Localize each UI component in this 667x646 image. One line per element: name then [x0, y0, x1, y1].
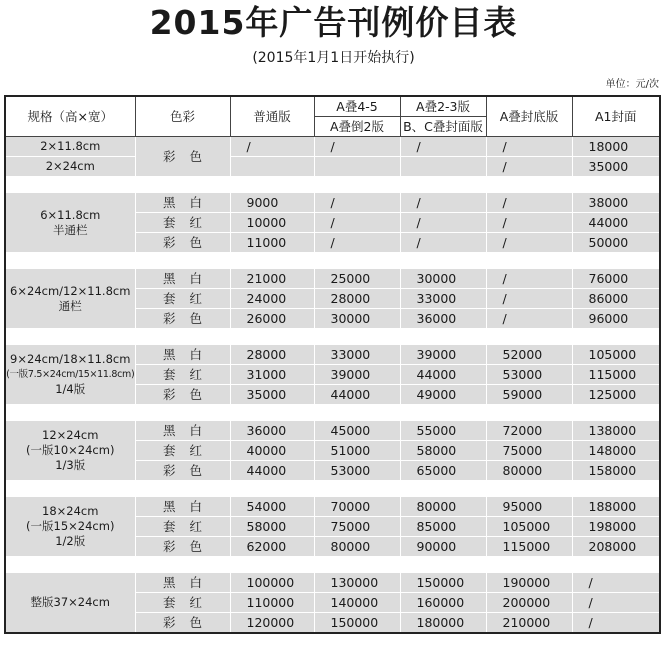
- price-a1: 105000: [572, 345, 660, 365]
- header-normal: 普通版: [230, 96, 314, 137]
- color-cell: 彩色: [135, 309, 230, 329]
- price-a23: 44000: [400, 365, 486, 385]
- header-a23-line2: B、C叠封面版: [400, 117, 486, 137]
- price-aback: 190000: [486, 573, 572, 593]
- price-aback: /: [486, 269, 572, 289]
- table-row: [5, 157, 660, 177]
- price-aback: /: [486, 193, 572, 213]
- price-a1: 115000: [572, 365, 660, 385]
- color-cell: 黑白: [135, 573, 230, 593]
- price-aback: 115000: [486, 537, 572, 557]
- price-a23: 58000: [400, 441, 486, 461]
- price-a45: /: [314, 233, 400, 253]
- header-a45-line1: A叠4-5: [314, 96, 400, 117]
- gap-cell: [5, 329, 660, 345]
- price-a45: 25000: [314, 269, 400, 289]
- page-title: 2015年广告刊例价目表: [149, 3, 518, 42]
- price-a1: /: [572, 593, 660, 613]
- price-a23: 30000: [400, 269, 486, 289]
- price-a45: /: [314, 137, 400, 157]
- price-a45: 28000: [314, 289, 400, 309]
- price-a23: /: [400, 233, 486, 253]
- price-a23: 36000: [400, 309, 486, 329]
- price-a23: 85000: [400, 517, 486, 537]
- price-a1: 188000: [572, 497, 660, 517]
- price-a45: 80000: [314, 537, 400, 557]
- price-a45: 150000: [314, 613, 400, 634]
- color-cell: 黑白: [135, 497, 230, 517]
- group-gap: [5, 557, 660, 573]
- color-cell: 彩色: [135, 385, 230, 405]
- price-aback: 53000: [486, 365, 572, 385]
- spec-cell: [5, 269, 135, 329]
- price-normal: 35000: [230, 385, 314, 405]
- price-normal: [230, 157, 314, 177]
- spec-line: (一版15×24cm): [26, 519, 115, 533]
- price-a23: 180000: [400, 613, 486, 634]
- price-normal: /: [230, 137, 314, 157]
- price-normal: 21000: [230, 269, 314, 289]
- spec-line: 12×24cm: [42, 428, 99, 442]
- table-row: [5, 137, 660, 157]
- spec-line: 1/3版: [55, 458, 86, 472]
- price-a45: 44000: [314, 385, 400, 405]
- spec-cell: [5, 421, 135, 481]
- price-aback: /: [486, 157, 572, 177]
- price-a23: 49000: [400, 385, 486, 405]
- price-a1: /: [572, 573, 660, 593]
- price-a45: 39000: [314, 365, 400, 385]
- price-normal: 11000: [230, 233, 314, 253]
- price-a45: 51000: [314, 441, 400, 461]
- header-a45-line2: A叠倒2版: [314, 117, 400, 137]
- spec-line: 6×24cm/12×11.8cm: [10, 283, 131, 298]
- color-cell: 套红: [135, 441, 230, 461]
- price-a1: 86000: [572, 289, 660, 309]
- spec-line: 半通栏: [53, 222, 88, 237]
- price-a23: 160000: [400, 593, 486, 613]
- price-a45: [314, 157, 400, 177]
- price-normal: 36000: [230, 421, 314, 441]
- color-cell: 彩色: [135, 613, 230, 634]
- price-normal: 58000: [230, 517, 314, 537]
- header-aback: A叠封底版: [486, 96, 572, 137]
- color-cell: 黑白: [135, 345, 230, 365]
- spec-line: (一版7.5×24cm/15×11.8cm): [6, 369, 135, 380]
- price-a45: 70000: [314, 497, 400, 517]
- table-row: [5, 345, 660, 365]
- price-a1: /: [572, 613, 660, 634]
- group-gap: [5, 253, 660, 269]
- group-gap: [5, 177, 660, 193]
- color-cell: 彩色: [135, 233, 230, 253]
- price-aback: /: [486, 213, 572, 233]
- spec-line: 18×24cm: [42, 504, 99, 518]
- price-normal: 100000: [230, 573, 314, 593]
- spec-line: 1/4版: [55, 382, 86, 396]
- spec-line: 6×11.8cm: [40, 207, 101, 222]
- price-a1: 50000: [572, 233, 660, 253]
- price-a45: 130000: [314, 573, 400, 593]
- price-a1: 125000: [572, 385, 660, 405]
- color-cell: 彩色: [135, 537, 230, 557]
- group-gap: [5, 481, 660, 497]
- spec-cell: [5, 497, 135, 557]
- price-a1: 148000: [572, 441, 660, 461]
- price-a23: 65000: [400, 461, 486, 481]
- price-a1: 76000: [572, 269, 660, 289]
- color-cell: 套红: [135, 517, 230, 537]
- price-a45: /: [314, 193, 400, 213]
- color-cell: 黑白: [135, 193, 230, 213]
- price-aback: 95000: [486, 497, 572, 517]
- price-a23: /: [400, 213, 486, 233]
- header-a1: A1封面: [572, 96, 660, 137]
- color-cell: 套红: [135, 593, 230, 613]
- table-body: [5, 137, 660, 634]
- price-aback: 75000: [486, 441, 572, 461]
- price-a1: 35000: [572, 157, 660, 177]
- table-row: [5, 421, 660, 441]
- price-aback: /: [486, 233, 572, 253]
- spec-cell: [5, 345, 135, 405]
- color-cell: 套红: [135, 365, 230, 385]
- price-a1: 138000: [572, 421, 660, 441]
- price-aback: 200000: [486, 593, 572, 613]
- spec-line: 1/2版: [55, 534, 86, 548]
- price-aback: 52000: [486, 345, 572, 365]
- gap-cell: [5, 405, 660, 421]
- spec-line: 通栏: [58, 298, 82, 313]
- spec-cell: [5, 573, 135, 634]
- gap-cell: [5, 557, 660, 573]
- price-a1: 158000: [572, 461, 660, 481]
- price-a1: 198000: [572, 517, 660, 537]
- price-normal: 54000: [230, 497, 314, 517]
- price-normal: 31000: [230, 365, 314, 385]
- spec-line: 9×24cm/18×11.8cm: [10, 352, 131, 366]
- price-a45: 140000: [314, 593, 400, 613]
- table-row: [5, 269, 660, 289]
- color-cell: 套红: [135, 213, 230, 233]
- header-color: 色彩: [135, 96, 230, 137]
- price-aback: /: [486, 289, 572, 309]
- page-subtitle: (2015年1月1日开始执行): [252, 50, 415, 66]
- price-normal: 110000: [230, 593, 314, 613]
- price-a23: /: [400, 137, 486, 157]
- color-cell: 彩色: [135, 461, 230, 481]
- price-a45: 30000: [314, 309, 400, 329]
- price-aback: 105000: [486, 517, 572, 537]
- color-cell: 彩色: [135, 137, 230, 177]
- price-aback: 80000: [486, 461, 572, 481]
- color-cell: 黑白: [135, 269, 230, 289]
- price-a1: 18000: [572, 137, 660, 157]
- table-row: [5, 497, 660, 517]
- price-a1: 44000: [572, 213, 660, 233]
- header-spec: 规格（高×宽）: [5, 96, 135, 137]
- price-normal: 10000: [230, 213, 314, 233]
- spec-line: (一版10×24cm): [26, 443, 115, 457]
- header-a23-line1: A叠2-3版: [400, 96, 486, 117]
- unit-label: 单位：元/次: [605, 79, 659, 90]
- price-a45: /: [314, 213, 400, 233]
- price-normal: 24000: [230, 289, 314, 309]
- price-a23: 80000: [400, 497, 486, 517]
- color-cell: 黑白: [135, 421, 230, 441]
- spec-cell: 2×11.8cm: [5, 137, 135, 157]
- price-aback: /: [486, 309, 572, 329]
- spec-line: 整版37×24cm: [30, 595, 110, 609]
- price-aback: 59000: [486, 385, 572, 405]
- price-aback: 72000: [486, 421, 572, 441]
- color-cell: 套红: [135, 289, 230, 309]
- gap-cell: [5, 481, 660, 497]
- table-header: [5, 96, 660, 137]
- group-gap: [5, 405, 660, 421]
- price-a1: 96000: [572, 309, 660, 329]
- price-a23: 33000: [400, 289, 486, 309]
- price-normal: 26000: [230, 309, 314, 329]
- price-a23: [400, 157, 486, 177]
- price-normal: 62000: [230, 537, 314, 557]
- price-a45: 75000: [314, 517, 400, 537]
- price-a45: 33000: [314, 345, 400, 365]
- table-row: [5, 193, 660, 213]
- price-table: [4, 95, 661, 634]
- price-a1: 208000: [572, 537, 660, 557]
- price-a1: 38000: [572, 193, 660, 213]
- table-row: [5, 573, 660, 593]
- price-a23: 39000: [400, 345, 486, 365]
- price-a23: 55000: [400, 421, 486, 441]
- price-normal: 120000: [230, 613, 314, 634]
- price-normal: 9000: [230, 193, 314, 213]
- price-a45: 53000: [314, 461, 400, 481]
- price-a23: 150000: [400, 573, 486, 593]
- price-a23: 90000: [400, 537, 486, 557]
- price-normal: 28000: [230, 345, 314, 365]
- spec-cell: [5, 193, 135, 253]
- price-a45: 45000: [314, 421, 400, 441]
- price-aback: 210000: [486, 613, 572, 634]
- price-normal: 40000: [230, 441, 314, 461]
- gap-cell: [5, 177, 660, 193]
- price-aback: /: [486, 137, 572, 157]
- price-a23: /: [400, 193, 486, 213]
- spec-cell: 2×24cm: [5, 157, 135, 177]
- price-normal: 44000: [230, 461, 314, 481]
- group-gap: [5, 329, 660, 345]
- gap-cell: [5, 253, 660, 269]
